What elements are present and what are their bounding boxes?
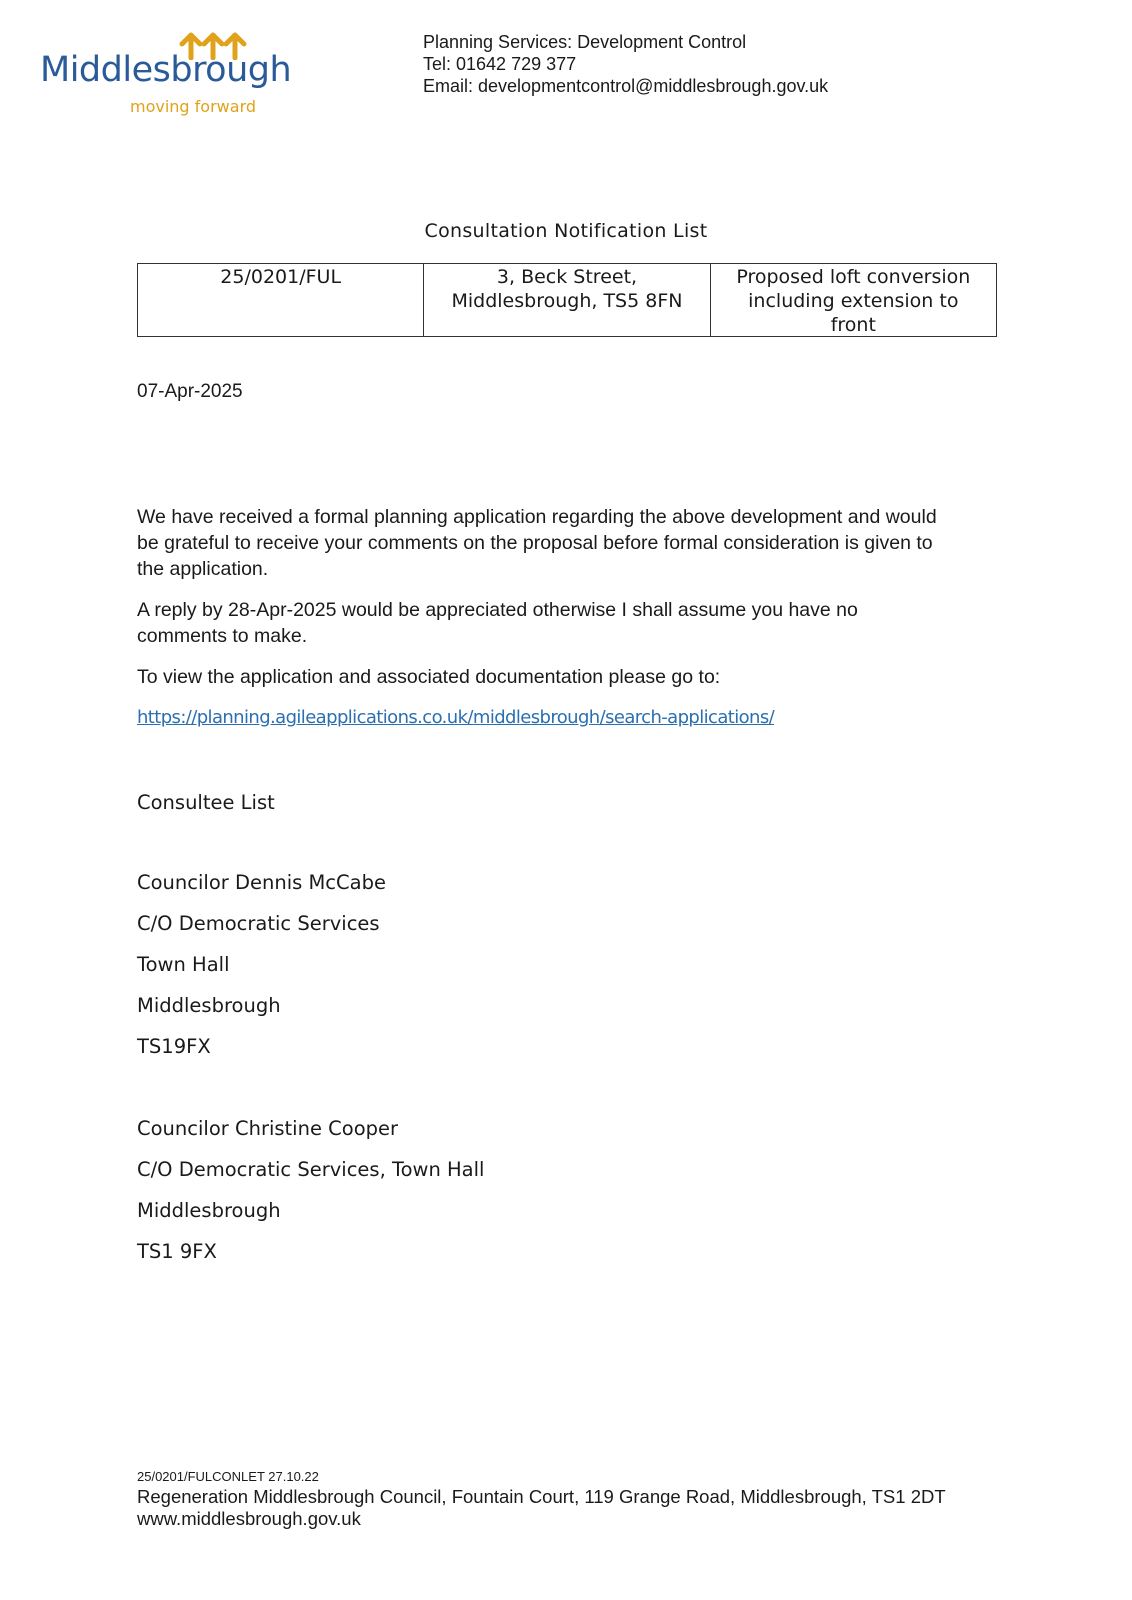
paragraph-line: comments to make.	[137, 625, 308, 647]
logo-wordmark: Middlesbrough	[40, 50, 292, 90]
telephone: Tel: 01642 729 377	[423, 54, 577, 74]
application-address-cell	[423, 264, 709, 336]
address-line: Middlesbrough, TS5 8FN	[451, 290, 683, 312]
consultee-list-heading: Consultee List	[137, 791, 275, 814]
description-line: Proposed loft conversion	[736, 266, 971, 288]
department-label: Planning Services: Development Control	[423, 32, 747, 52]
footer-website: www.middlesbrough.gov.uk	[137, 1508, 361, 1529]
paragraph-line: We have received a formal planning application regarding the above development and would	[137, 506, 937, 528]
consultee-name: Councilor Dennis McCabe	[137, 871, 386, 894]
address-line: 3, Beck Street,	[496, 266, 638, 288]
footer-address-block	[137, 1486, 946, 1530]
application-description-cell	[710, 264, 996, 336]
reply-paragraph	[137, 597, 1007, 649]
consultee-address-line: Town Hall	[137, 953, 230, 976]
description-line: front	[830, 314, 876, 336]
council-logo	[40, 30, 300, 120]
consultee-address-line: C/O Democratic Services, Town Hall	[137, 1158, 485, 1181]
consultee-address-line: Middlesbrough	[137, 1199, 281, 1222]
page-title: Consultation Notification List	[424, 220, 708, 242]
email-address: Email: developmentcontrol@middlesbrough.gov.uk	[423, 76, 829, 96]
view-paragraph: To view the application and associated documentation please go to:	[137, 666, 721, 688]
letter-date: 07-Apr-2025	[137, 381, 243, 402]
consultee-address-line: Middlesbrough	[137, 994, 281, 1017]
application-reference: 25/0201/FUL	[220, 266, 342, 288]
intro-paragraph	[137, 504, 1007, 582]
paragraph-line: the application.	[137, 558, 269, 580]
header-contact	[423, 31, 828, 97]
consultee-name: Councilor Christine Cooper	[137, 1117, 399, 1140]
logo-tagline: moving forward	[130, 97, 257, 116]
paragraph-line: be grateful to receive your comments on the proposal before formal consideration is given to	[137, 532, 933, 554]
consultee-postcode: TS1 9FX	[137, 1240, 217, 1263]
footer-reference: 25/0201/FULCONLET 27.10.22	[137, 1469, 319, 1484]
description-line: including extension to	[748, 290, 959, 312]
application-table	[137, 263, 997, 337]
consultee-address-line: C/O Democratic Services	[137, 912, 380, 935]
application-search-link[interactable]: https://planning.agileapplications.co.uk/middlesbrough/search-applications/	[137, 707, 775, 728]
footer-address: Regeneration Middlesbrough Council, Fountain Court, 119 Grange Road, Middlesbrough, TS1 2DT	[137, 1486, 946, 1507]
application-reference-cell	[138, 264, 423, 336]
consultee-postcode: TS19FX	[137, 1035, 211, 1058]
paragraph-line: A reply by 28-Apr-2025 would be appreciated otherwise I shall assume you have no	[137, 599, 858, 621]
